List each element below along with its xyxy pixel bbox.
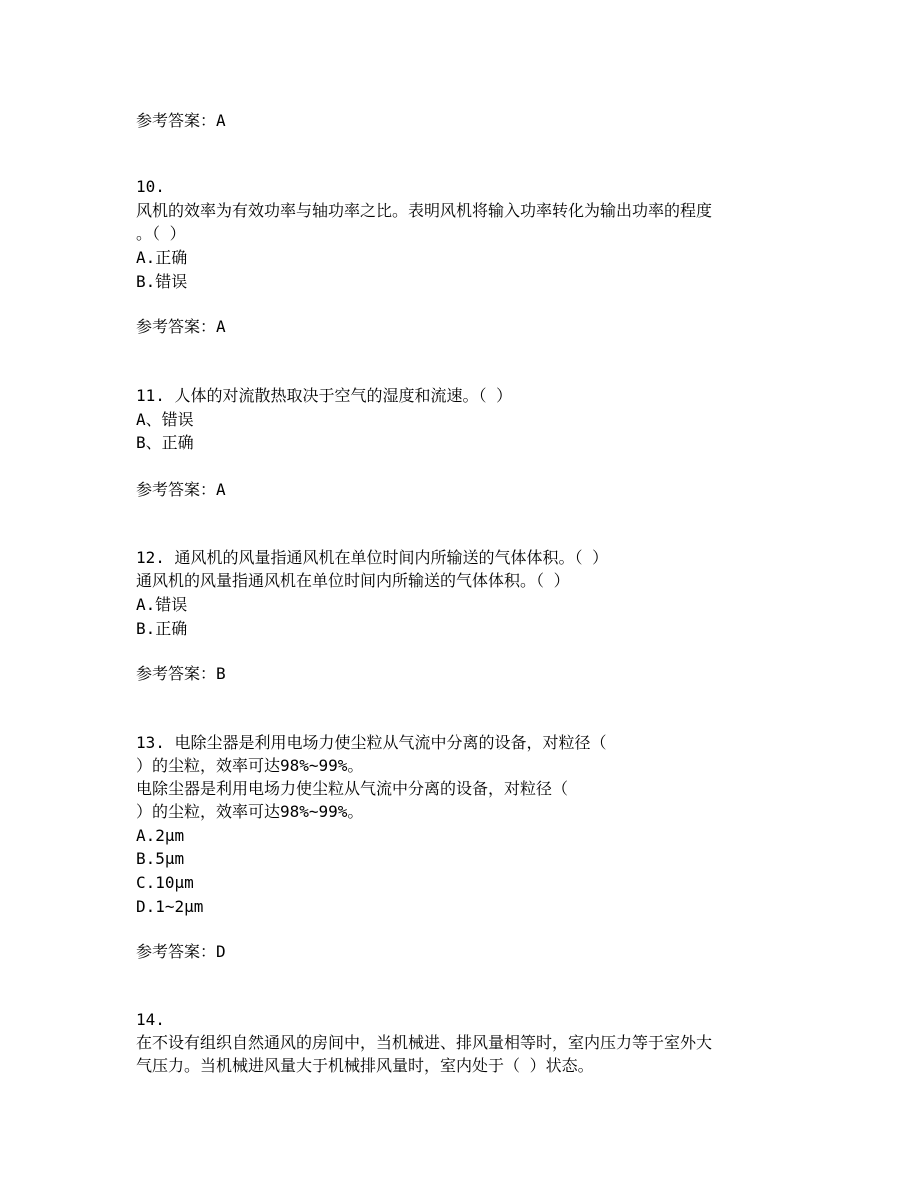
question-text-line: 。（ ）	[136, 224, 186, 243]
answer-value: A	[216, 317, 226, 336]
answer-label: 参考答案：	[136, 111, 217, 130]
answer-value: D	[216, 942, 226, 961]
question-text-line: ）的尘粒，效率可达98%~99%。	[136, 802, 364, 821]
question-text-line: 在不设有组织自然通风的房间中，当机械进、排风量相等时，室内压力等于室外大	[136, 1033, 713, 1052]
question-text-line: 通风机的风量指通风机在单位时间内所输送的气体体积。（ ）	[136, 571, 570, 590]
question-text-line: ）的尘粒，效率可达98%~99%。	[136, 756, 364, 775]
option-c: C.10μm	[136, 873, 194, 892]
option-b: B.错误	[136, 272, 188, 291]
question-text-line: 风机的效率为有效功率与轴功率之比。表明风机将输入功率转化为输出功率的程度	[136, 201, 713, 220]
option-b: B.正确	[136, 619, 188, 638]
answer-value: A	[216, 480, 226, 499]
option-b: B.5μm	[136, 849, 185, 868]
question-text-line: 气压力。当机械进风量大于机械排风量时，室内处于（ ）状态。	[136, 1056, 594, 1075]
question-text-line: 13. 电除尘器是利用电场力使尘粒从气流中分离的设备，对粒径（	[136, 733, 607, 752]
question-text-line: 11. 人体的对流散热取决于空气的湿度和流速。（ ）	[136, 386, 513, 405]
question-text-line: 12. 通风机的风量指通风机在单位时间内所输送的气体体积。（ ）	[136, 548, 609, 567]
answer-line	[136, 662, 226, 686]
option-a: A.正确	[136, 248, 188, 267]
answer-line	[136, 940, 226, 964]
question-text-line: 电除尘器是利用电场力使尘粒从气流中分离的设备，对粒径（	[136, 779, 569, 798]
question-number: 10.	[136, 177, 165, 196]
option-a: A.错误	[136, 595, 188, 614]
answer-value: B	[216, 664, 226, 683]
option-d: D.1~2μm	[136, 897, 204, 916]
option-a: A、错误	[136, 410, 194, 429]
answer-line	[136, 109, 226, 133]
answer-label: 参考答案：	[136, 664, 217, 683]
answer-line	[136, 478, 226, 502]
answer-value: A	[216, 111, 226, 130]
answer-label: 参考答案：	[136, 942, 217, 961]
question-number: 14.	[136, 1010, 165, 1029]
answer-label: 参考答案：	[136, 480, 217, 499]
option-a: A.2μm	[136, 826, 185, 845]
answer-label: 参考答案：	[136, 317, 217, 336]
answer-line	[136, 315, 226, 339]
option-b: B、正确	[136, 433, 194, 452]
